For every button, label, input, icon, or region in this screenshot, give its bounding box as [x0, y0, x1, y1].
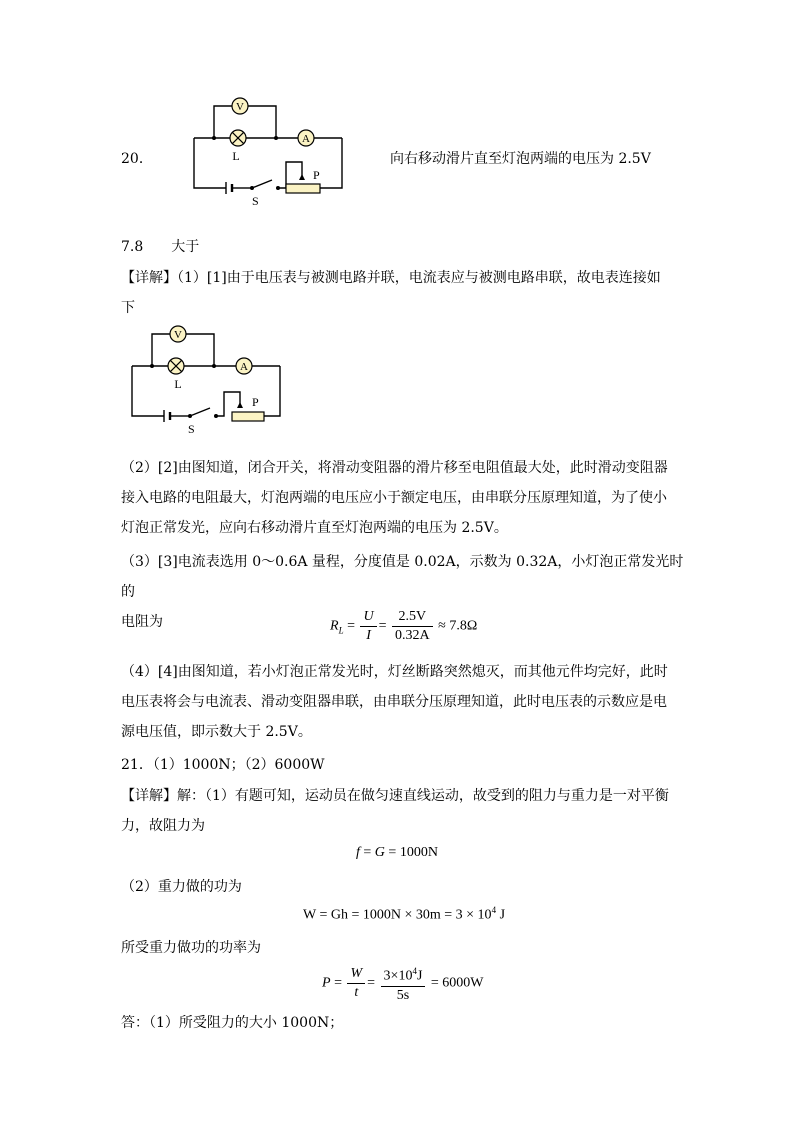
q20-answer-line2: 7.8 大于	[121, 239, 200, 255]
rheostat-icon	[232, 395, 264, 421]
svg-text:P: P	[313, 168, 320, 182]
ammeter-icon	[236, 358, 252, 374]
switch-label: S	[188, 422, 195, 436]
q20-part4: （4）[4]由图知道，若小灯泡正常发光时，灯丝断路突然熄灭，而其他元件均完好，此时 电压表将会与电流表、滑动变阻器串联，由串联分压原理知道，此时电压表的示数应是电 源电压值，即示数大于 2.5V。	[121, 664, 668, 740]
q21-part2: （2）重力做的功为	[121, 879, 242, 895]
q20-part3: （3）[3]电流表选用 0～0.6A 量程，分度值是 0.02A，示数为 0.32A，小灯泡正常发光时的 电阻为	[121, 554, 684, 630]
svg-text:L: L	[174, 377, 182, 391]
rheostat-icon	[286, 168, 320, 193]
equation-resistance: $R_L$ = $\frac{U}{I}$ = $\frac{2.5V}{0.32A}$ ≈ 7.8Ω	[330, 609, 478, 643]
circuit-diagram-2	[128, 320, 298, 438]
switch-label: S	[252, 194, 259, 208]
equation-resistance-force: f = G = 1000N	[356, 845, 438, 860]
q21-answer: 21．（1）1000N；（2）6000W	[121, 757, 325, 773]
q21-power-label: 所受重力做功的功率为	[121, 940, 261, 956]
q20-answer-right: 向右移动滑片直至灯泡两端的电压为 2.5V	[390, 151, 651, 167]
svg-text:P: P	[252, 395, 259, 409]
svg-text:A: A	[240, 361, 248, 373]
equation-work: $W = Gh = 1000N \times 30m = 3 \times 10^4$ J	[303, 905, 506, 923]
circuit-diagram-1	[190, 92, 360, 210]
q21-final-answer: 答：（1）所受阻力的大小 1000N；	[121, 1015, 344, 1031]
lamp-icon	[230, 130, 246, 163]
svg-text:L: L	[232, 149, 240, 163]
voltmeter-icon	[232, 98, 248, 114]
svg-text:A: A	[302, 133, 310, 145]
svg-text:V: V	[236, 101, 244, 113]
svg-text:V: V	[174, 329, 182, 341]
q21-detail: 【详解】解：（1）有题可知，运动员在做匀速直线运动，故受到的阻力与重力是一对平衡 力，故阻力为	[121, 788, 669, 834]
equation-power: P = $\frac{W}{t}$ = $\frac{3\times 10^4J}{5s}$ = 6000W	[322, 962, 484, 1005]
q20-part2: （2）[2]由图知道，闭合开关，将滑动变阻器的滑片移至电阻值最大处，此时滑动变阻器 接入电路的电阻最大，灯泡两端的电压应小于额定电压，由串联分压原理知道，为了使小 灯泡正常发光，应向右移动滑片直至灯泡两端的电压为 2.5V。	[121, 460, 668, 536]
lamp-icon	[168, 358, 184, 391]
voltmeter-icon	[170, 326, 186, 342]
q20-detail-line1: 【详解】（1）[1]由于电压表与被测电路并联，电流表应与被测电路串联，故电表连接如 下	[121, 270, 661, 316]
ammeter-icon	[298, 130, 314, 146]
question-number-20: 20．	[121, 151, 153, 167]
